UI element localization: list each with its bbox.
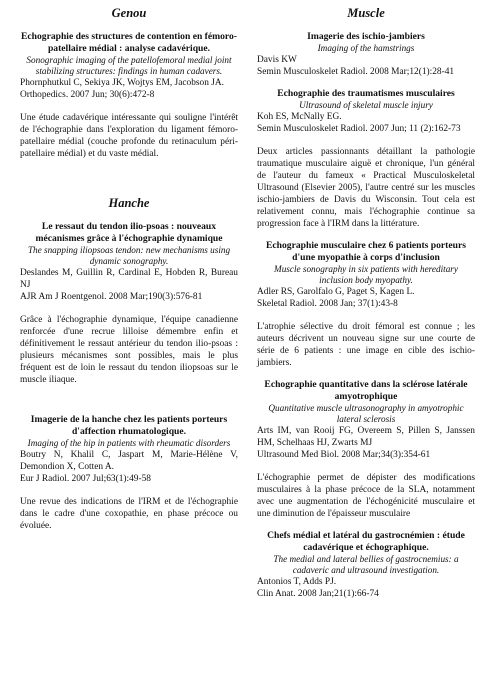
article-title: Chefs médial et latéral du gastrocnémien : étude cadavérique et échographique. [267, 530, 465, 553]
article-subtitle: Sonographic imaging of the patellofemoral medial joint stabilizing structures: findings in human cadavers. [26, 55, 232, 76]
article-title: Imagerie de la hanche chez les patients porteurs d'affection rhumatologique. [30, 414, 228, 437]
article-comment: L'atrophie sélective du droit fémoral est connue ; les auteurs décrivent un nouveau signe sur une courte de série de 6 patients : une image en cible des ischio-jambiers. [257, 322, 475, 368]
article-journal: Clin Anat. 2008 Jan;21(1):66-74 [257, 589, 379, 599]
article-muscle-4 [257, 379, 475, 520]
article-journal: AJR Am J Roentgenol. 2008 Mar;190(3):576-81 [20, 292, 203, 302]
article-authors: Antonios T, Adds PJ. [257, 577, 337, 587]
article-subtitle: The medial and lateral bellies of gastrocnemius: a cadaveric and ultrasound investigation. [273, 554, 459, 575]
article-comment: Une étude cadavérique intéressante qui souligne l'intérêt de l'échographie dans l'exploration du ligament fémoro-patellaire médial (couche profonde du retinaculum péri-patellaire médial) et du vaste médial. [20, 113, 238, 159]
article-journal: Eur J Radiol. 2007 Jul;63(1):49-58 [20, 474, 151, 484]
article-authors: Arts IM, van Rooij FG, Overeem S, Pillen S, Janssen HM, Schelhaas HJ, Zwarts MJ [257, 426, 475, 448]
right-column [257, 6, 475, 610]
section-title-hanche: Hanche [108, 196, 150, 210]
article-subtitle: The snapping iliopsoas tendon: new mechanisms using dynamic sonography. [27, 245, 231, 266]
article-hanche-1 [20, 221, 238, 386]
article-authors: Phornphutkul C, Sekiya JK, Wojtys EM, Jacobson JA. [20, 78, 225, 88]
article-comment: Deux articles passionnants détaillant la pathologie traumatique musculaire aiguë et chronique, l'un général de l'auteur du fameux « Practical Musculoskeletal Ultrasound (Elsevier 2005), l'autre centré sur les muscles ischio-jambiers de Davis du Wisconsin. Tout cela est relativement connu, mais l'échographie continue sa progression face à l'IRM dans la littérature. [257, 147, 475, 229]
article-muscle-5 [257, 530, 475, 600]
article-authors: Deslandes M, Guillin R, Cardinal E, Hobden R, Bureau NJ [20, 268, 238, 290]
article-muscle-2 [257, 88, 475, 230]
section-title-muscle: Muscle [347, 6, 385, 20]
section-title-genou: Genou [111, 6, 147, 20]
article-hanche-2 [20, 414, 238, 532]
article-genou-1 [20, 31, 238, 160]
article-muscle-3 [257, 240, 475, 369]
article-comment: Une revue des indications de l'IRM et de l'échographie dans le cadre d'une coxopathie, en phase précoce ou évoluée. [20, 497, 238, 531]
article-authors: Davis KW [257, 55, 297, 65]
article-authors: Koh ES, McNally EG. [257, 112, 342, 122]
article-authors: Adler RS, Garolfalo G, Paget S, Kagen L. [257, 287, 415, 297]
article-journal: Semin Musculoskelet Radiol. 2008 Mar;12(1):28-41 [257, 67, 455, 77]
article-comment: Grâce à l'échographie dynamique, l'équipe canadienne renforcée d'une recrue lilloise démembre enfin et définitivement le ressaut antérieur du tendon ilio-psoas : plusieurs mécanismes sont possibles, mais le plus fréquent est de loin le ressaut du tendon iliopsoas sur le muscle iliaque. [20, 315, 238, 385]
article-comment: L'échographie permet de dépister des modifications musculaires à la phase précoce de la SLA, notamment avec une augmentation de l'échogénicité musculaire et une diminution de l'épaisseur musculaire [257, 473, 475, 519]
article-subtitle: Muscle sonography in six patients with hereditary inclusion body myopathy. [274, 264, 458, 285]
article-subtitle: Quantitative muscle ultrasonography in amyotrophic lateral sclerosis [268, 403, 464, 424]
article-title: Le ressaut du tendon ilio-psoas : nouveaux mécanismes grâce à l'échographie dynamique [35, 221, 223, 244]
article-journal: Skeletal Radiol. 2008 Jan; 37(1):43-8 [257, 299, 398, 309]
article-muscle-1 [257, 31, 475, 78]
article-journal: Semin Musculoskelet Radiol. 2007 Jun; 11 (2):162-73 [257, 124, 461, 134]
article-title: Echographie musculaire chez 6 patients porteurs d'une myopathie à corps d'inclusion [266, 240, 466, 263]
article-title: Echographie quantitative dans la sclérose latérale amyotrophique [264, 379, 468, 402]
article-journal: Ultrasound Med Biol. 2008 Mar;34(3):354-61 [257, 450, 431, 460]
article-subtitle: Ultrasound of skeletal muscle injury [299, 100, 433, 110]
article-title: Echographie des traumatismes musculaires [277, 88, 455, 99]
left-column [20, 6, 238, 542]
article-title: Echographie des structures de contention en fémoro-patellaire médial : analyse cadavérique. [20, 31, 238, 54]
article-title: Imagerie des ischio-jambiers [307, 31, 425, 42]
article-journal: Orthopedics. 2007 Jun; 30(6):472-8 [20, 90, 155, 100]
article-authors: Boutry N, Khalil C, Jaspart M, Marie-Hélène V, Demondion X, Cotten A. [20, 450, 238, 472]
article-subtitle: Imaging of the hip in patients with rheumatic disorders [27, 438, 231, 448]
article-subtitle: Imaging of the hamstrings [317, 43, 415, 53]
